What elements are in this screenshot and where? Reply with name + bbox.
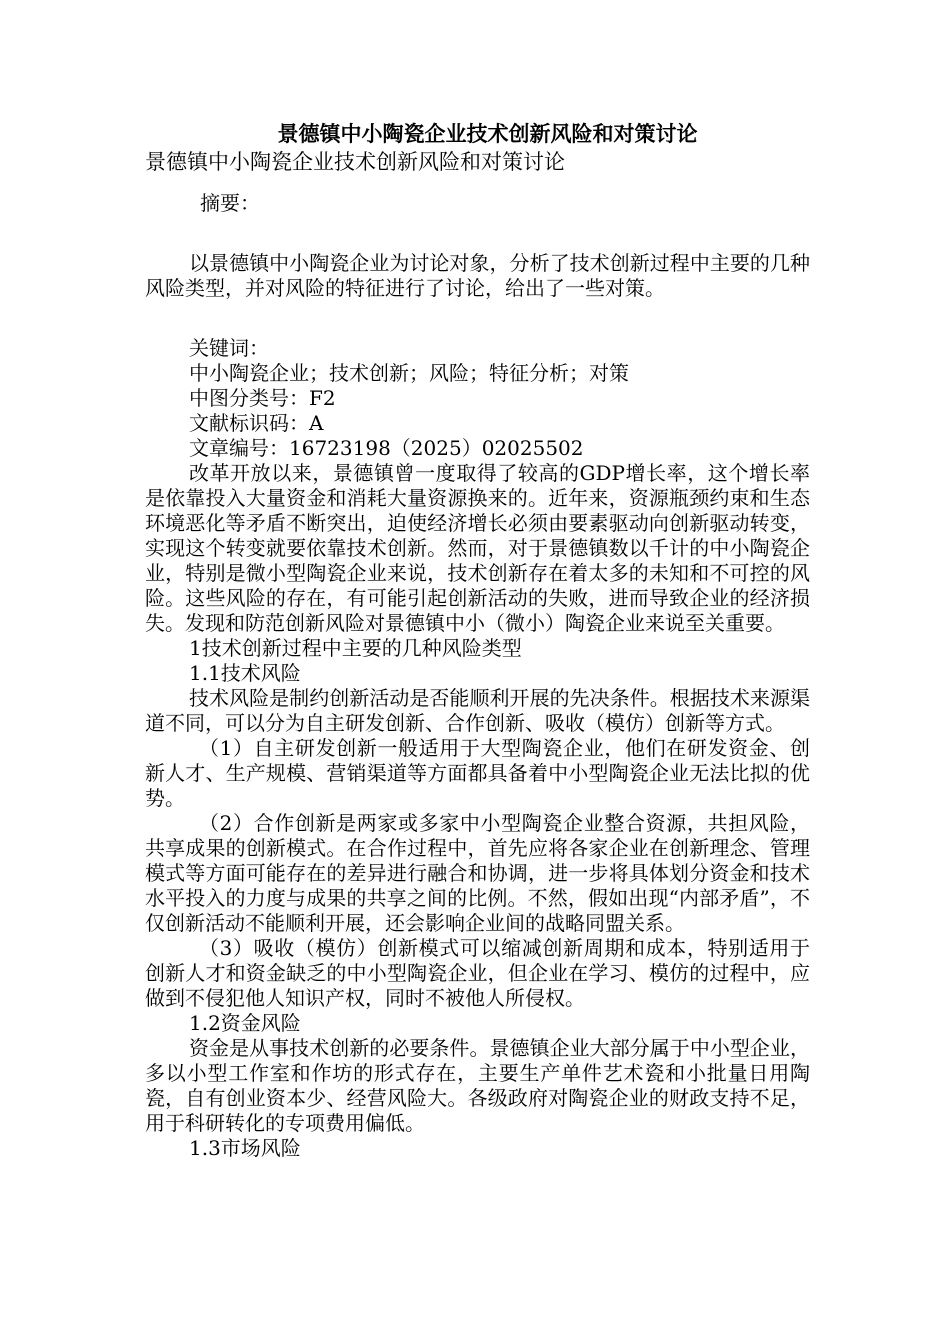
section-1-1-heading: 1.1技术风险	[189, 661, 301, 685]
keywords-text: 中小陶瓷企业；技术创新；风险；特征分析；对策	[189, 361, 629, 385]
section-1-3-heading: 1.3市场风险	[189, 1136, 301, 1160]
document-page	[145, 120, 810, 1161]
section-1-2-heading: 1.2资金风险	[189, 1011, 301, 1035]
document-title: 景德镇中小陶瓷企业技术创新风险和对策讨论	[277, 121, 698, 146]
clc-number: 中图分类号：F2	[189, 386, 336, 410]
article-number: 文章编号：16723198（2025）02025502	[189, 436, 584, 460]
document-code: 文献标识码：A	[189, 411, 324, 435]
section-1-2-paragraph: 资金是从事技术创新的必要条件。景德镇企业大部分属于中小型企业，多以小型工作室和作坊的形式存在，主要生产单件艺术瓷和小批量日用陶瓷，自有创业资本少、经营风险大。各级政府对陶瓷企业的财政支持不足，用于科研转化的专项费用偏低。	[145, 1036, 810, 1135]
list-item-2: （2）合作创新是两家或多家中小型陶瓷企业整合资源，共担风险，共享成果的创新模式。在合作过程中，首先应将各家企业在创新理念、管理模式等方面可能存在的差异进行融合和协调，进一步将具体划分资金和技术水平投入的力度与成果的共享之间的比例。不然，假如出现“内部矛盾”，不仅创新活动不能顺利开展，还会影响企业间的战略同盟关系。	[145, 811, 810, 935]
keywords-label: 关键词：	[189, 336, 269, 360]
abstract-text: 以景德镇中小陶瓷企业为讨论对象，分析了技术创新过程中主要的几种风险类型，并对风险的特征进行了讨论，给出了一些对策。	[145, 251, 810, 300]
list-item-3: （3）吸收（模仿）创新模式可以缩减创新周期和成本，特别适用于创新人才和资金缺乏的中小型陶瓷企业，但企业在学习、模仿的过程中，应做到不侵犯他人知识产权，同时不被他人所侵权。	[145, 936, 810, 1010]
intro-paragraph: 改革开放以来，景德镇曾一度取得了较高的GDP增长率，这个增长率是依靠投入大量资金和消耗大量资源换来的。近年来，资源瓶颈约束和生态环境恶化等矛盾不断突出，迫使经济增长必须由要素驱动向创新驱动转变，实现这个转变就要依靠技术创新。然而，对于景德镇数以千计的中小陶瓷企业，特别是微小型陶瓷企业来说，技术创新存在着太多的未知和不可控的风险。这些风险的存在，有可能引起创新活动的失败，进而导致企业的经济损失。发现和防范创新风险对景德镇中小（微小）陶瓷企业来说至关重要。	[145, 461, 810, 635]
section-1-1-paragraph: 技术风险是制约创新活动是否能顺利开展的先决条件。根据技术来源渠道不同，可以分为自主研发创新、合作创新、吸收（模仿）创新等方式。	[145, 686, 810, 735]
abstract-label: 摘要：	[200, 191, 260, 215]
section-1-heading: 1技术创新过程中主要的几种风险类型	[189, 636, 522, 660]
list-item-1: （1）自主研发创新一般适用于大型陶瓷企业，他们在研发资金、创新人才、生产规模、营销渠道等方面都具备着中小型陶瓷企业无法比拟的优势。	[145, 736, 810, 810]
document-subtitle: 景德镇中小陶瓷企业技术创新风险和对策讨论	[145, 150, 565, 174]
